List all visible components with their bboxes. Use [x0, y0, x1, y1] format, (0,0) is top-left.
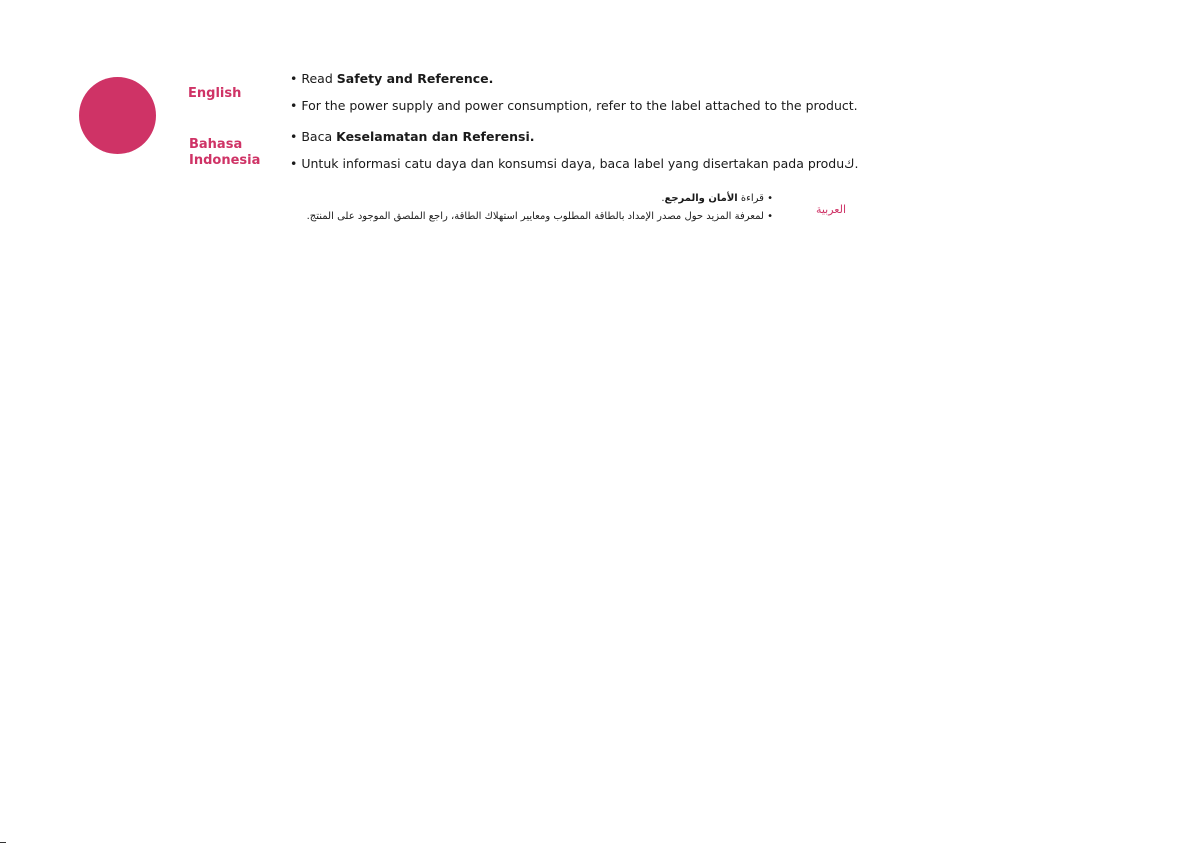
bullet: • — [290, 156, 298, 171]
english-line-1-prefix: Read — [301, 71, 337, 86]
bullet: • — [290, 98, 298, 113]
language-label-indonesian: Bahasa Indonesia — [189, 137, 261, 168]
language-marker-circle — [79, 77, 156, 154]
arabic-line-1-suffix: . — [661, 193, 665, 204]
english-line-1 — [290, 71, 493, 87]
arabic-line-1-bold: الأمان والمرجع — [664, 193, 738, 204]
indonesian-line-1-bold: Keselamatan dan Referensi. — [336, 129, 535, 144]
language-label-arabic: العربية — [815, 203, 846, 216]
bullet: • — [767, 211, 773, 222]
bullet: • — [290, 129, 298, 144]
arabic-line-1 — [661, 192, 773, 205]
indonesian-line-1-prefix: Baca — [301, 129, 337, 144]
language-label-english: English — [188, 86, 242, 101]
bullet: • — [290, 71, 298, 86]
arabic-line-1-prefix: قراءة — [737, 193, 764, 204]
indonesian-line-2-text: Untuk informasi catu daya dan konsumsi daya, baca label yang disertakan pada produك. — [301, 156, 859, 171]
english-line-2-text: For the power supply and power consumption, refer to the label attached to the product. — [301, 98, 858, 113]
arabic-line-2-text: لمعرفة المزيد حول مصدر الإمداد بالطاقة المطلوب ومعايير استهلاك الطاقة، راجع الملصق الموجود على المنتج. — [306, 211, 764, 222]
indonesian-line-2 — [290, 156, 858, 172]
bullet: • — [767, 193, 773, 204]
indonesian-line-1 — [290, 129, 534, 145]
english-line-1-bold: Safety and Reference. — [336, 71, 494, 86]
english-line-2 — [290, 98, 858, 114]
arabic-line-2 — [307, 210, 773, 223]
